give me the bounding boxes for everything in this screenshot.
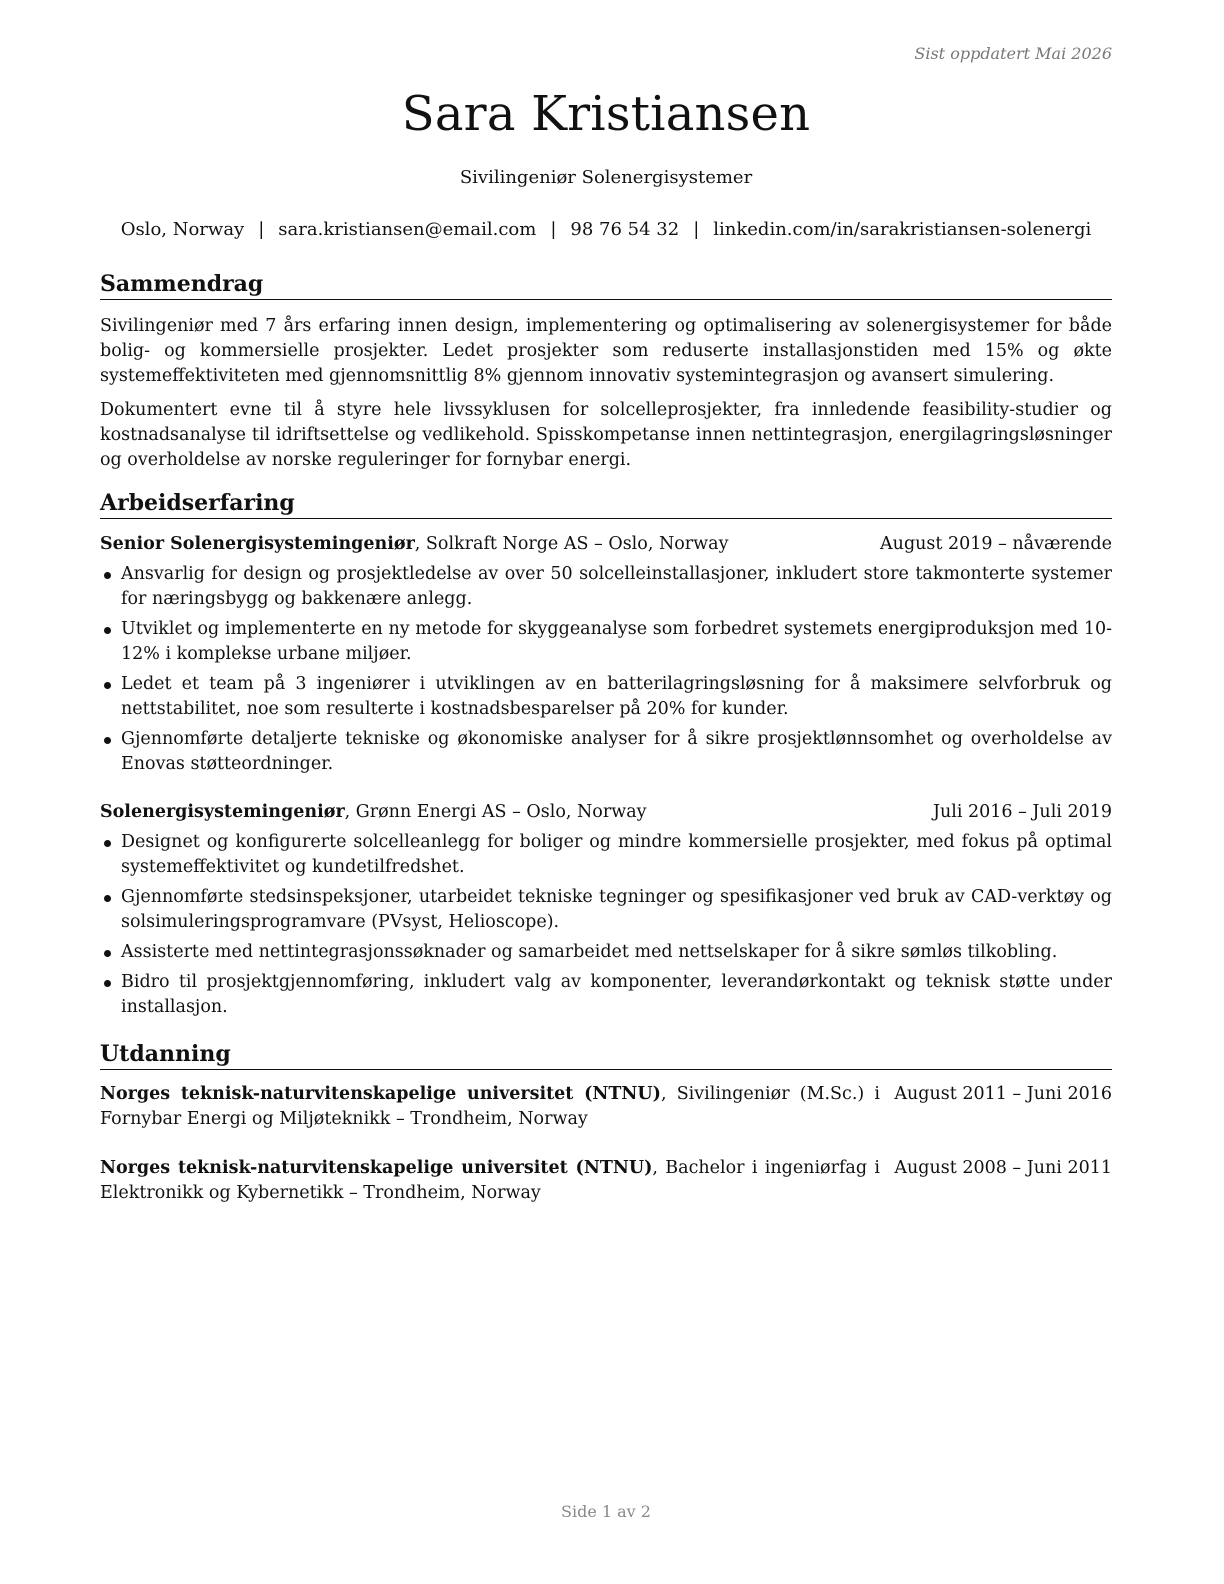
job-bullet xyxy=(100,885,1112,935)
education-text xyxy=(100,1082,880,1132)
job-bullet xyxy=(100,672,1112,722)
bullet-text: Utviklet og implementerte en ny metode for skyggeanalyse som forbedret systemets energiproduksjon med 10-12% i komplekse urbane miljøer. xyxy=(121,619,1112,664)
job-dates: Juli 2016 – Juli 2019 xyxy=(932,802,1112,822)
job-bullet xyxy=(100,940,1112,965)
bullet-icon xyxy=(104,840,111,847)
education-dates: August 2008 – Juni 2011 xyxy=(894,1158,1112,1178)
bullet-text: Ledet et team på 3 ingeniører i utviklingen av en batterilagringsløsning for å maksimere selvforbruk og nettstabilitet, noe som resulterte i kostnadsbesparelser på 20% for kunder. xyxy=(121,674,1112,719)
contact-separator: | xyxy=(693,219,700,240)
education-school: Norges teknisk-naturvitenskapelige universitet (NTNU) xyxy=(100,1158,653,1178)
candidate-name: Sara Kristiansen xyxy=(401,86,811,142)
education-degree: , Bachelor i ingeniørfag i Elektronikk og Kybernetikk – Trondheim, Norway xyxy=(100,1158,880,1203)
contact-linkedin[interactable]: linkedin.com/in/sarakristiansen-solenergi xyxy=(713,219,1092,240)
contact-phone: 98 76 54 32 xyxy=(570,219,680,240)
job-role: Senior Solenergisystemingeniør xyxy=(100,534,415,554)
education-entry xyxy=(100,1082,1112,1132)
bullet-icon xyxy=(104,572,111,579)
contact-location: Oslo, Norway xyxy=(120,219,245,240)
job-header xyxy=(100,800,1112,825)
contact-separator: | xyxy=(258,219,265,240)
contact-email[interactable]: sara.kristiansen@email.com xyxy=(278,219,537,240)
bullet-icon xyxy=(104,627,111,634)
job-role: Solenergisystemingeniør xyxy=(100,802,345,822)
education-degree: , Sivilingeniør (M.Sc.) i Fornybar Energi og Miljøteknikk – Trondheim, Norway xyxy=(100,1084,881,1129)
education-dates: August 2011 – Juni 2016 xyxy=(894,1084,1112,1104)
page-number: Side 1 av 2 xyxy=(561,1502,651,1521)
bullet-text: Bidro til prosjektgjennomføring, inkludert valg av komponenter, leverandørkontakt og teknisk støtte under installasjon. xyxy=(121,972,1112,1017)
bullet-text: Assisterte med nettintegrasjonssøknader og samarbeidet med nettselskaper for å sikre sømløs tilkobling. xyxy=(121,942,1058,962)
last-updated: Sist oppdatert Mai 2026 xyxy=(914,44,1112,63)
job-bullet xyxy=(100,970,1112,1020)
section-title-summary: Sammendrag xyxy=(100,270,1112,300)
summary-paragraph: Dokumentert evne til å styre hele livssyklusen for solcelleprosjekter, fra innledende feasibility-studier og kostnadsanalyse til idriftsettelse og vedlikehold. Spisskompetanse innen nettintegrasjon, energilagringsløsninger og overholdelse av norske reguleringer for fornybar energi. xyxy=(100,400,1112,470)
bullet-text: Gjennomførte detaljerte tekniske og økonomiske analyser for å sikre prosjektlønnsomhet og overholdelse av Enovas støtteordninger. xyxy=(121,729,1112,774)
bullet-text: Ansvarlig for design og prosjektledelse av over 50 solcelleinstallasjoner, inkludert store takmonterte systemer for næringsbygg og bakkenære anlegg. xyxy=(121,564,1112,609)
education-school: Norges teknisk-naturvitenskapelige universitet (NTNU) xyxy=(100,1084,661,1104)
education-text xyxy=(100,1156,880,1206)
summary-paragraph: Sivilingeniør med 7 års erfaring innen design, implementering og optimalisering av solenergisystemer for både bolig- og kommersielle prosjekter. Ledet prosjekter som reduserte installasjonstiden med 15% og økte systemeffektiviteten med gjennomsnittlig 8% gjennom innovativ systemintegrasjon og avansert simulering. xyxy=(100,316,1112,386)
bullet-icon xyxy=(104,980,111,987)
bullet-icon xyxy=(104,950,111,957)
job-employer: , Solkraft Norge AS – Oslo, Norway xyxy=(414,534,729,554)
job-bullet xyxy=(100,617,1112,667)
section-title-experience: Arbeidserfaring xyxy=(100,489,1112,519)
contact-separator: | xyxy=(550,219,557,240)
education-entry xyxy=(100,1156,1112,1206)
job-bullets xyxy=(100,830,1112,1025)
job-bullet xyxy=(100,830,1112,880)
candidate-headline: Sivilingeniør Solenergisystemer xyxy=(459,167,753,188)
job-employer: , Grønn Energi AS – Oslo, Norway xyxy=(344,802,647,822)
section-title-education: Utdanning xyxy=(100,1040,1112,1070)
contact-line xyxy=(100,219,1112,240)
job-bullet xyxy=(100,562,1112,612)
bullet-text: Gjennomførte stedsinspeksjoner, utarbeidet tekniske tegninger og spesifikasjoner ved bruk av CAD-verktøy og solsimuleringsprogramvare (PVsyst, Helioscope). xyxy=(121,887,1112,932)
job-dates: August 2019 – nåværende xyxy=(880,534,1112,554)
job-header xyxy=(100,532,1112,557)
bullet-icon xyxy=(104,737,111,744)
job-bullet xyxy=(100,727,1112,777)
bullet-icon xyxy=(104,895,111,902)
resume-page xyxy=(100,0,1112,1584)
job-bullets xyxy=(100,562,1112,782)
bullet-icon xyxy=(104,682,111,689)
bullet-text: Designet og konfigurerte solcelleanlegg for boliger og mindre kommersielle prosjekter, med fokus på optimal systemeffektivitet og kundetilfredshet. xyxy=(121,832,1112,877)
